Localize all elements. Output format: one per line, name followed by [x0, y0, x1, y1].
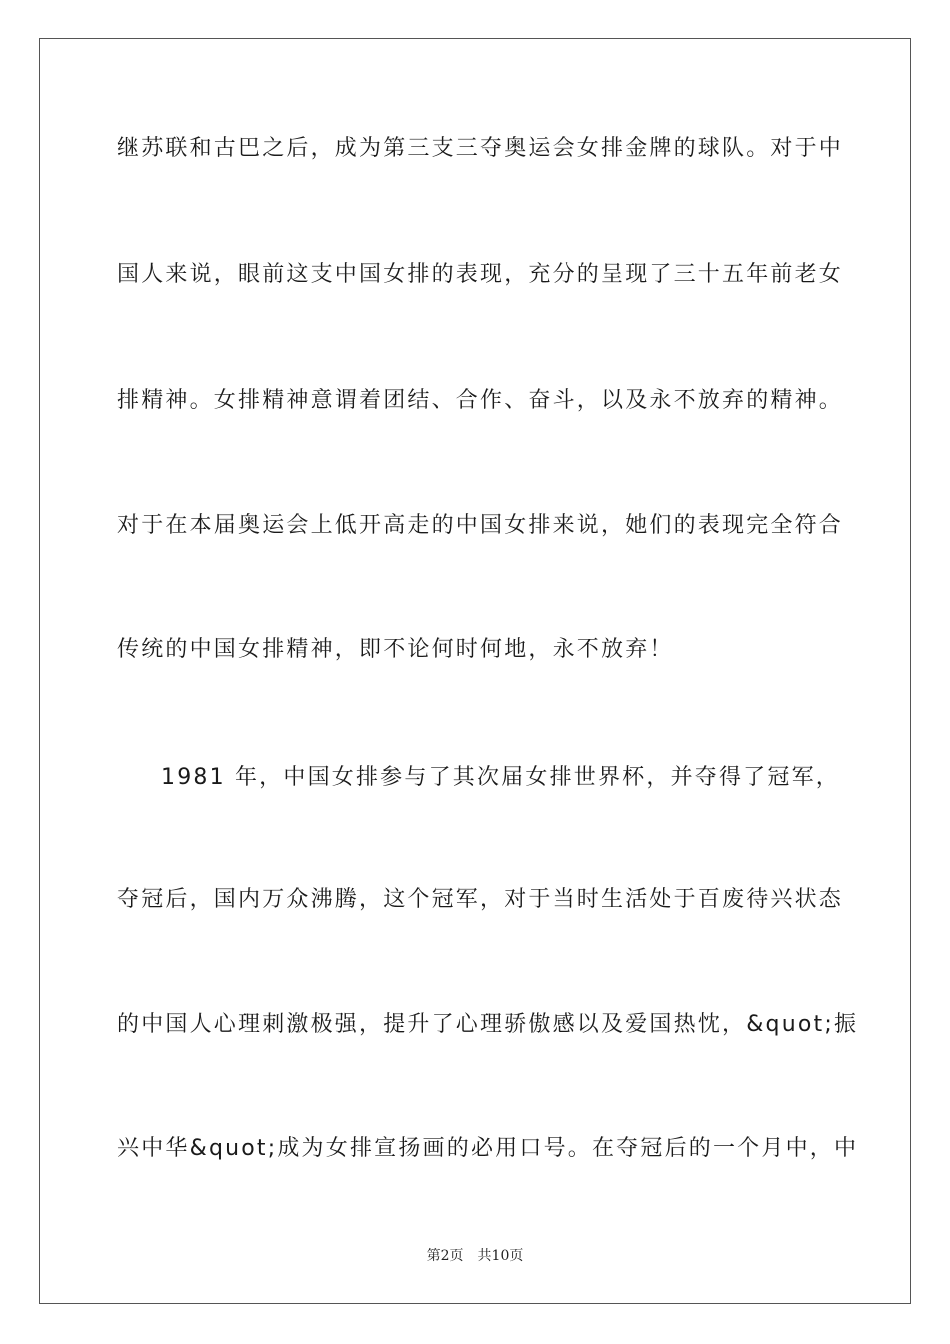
- paragraph-line: 传统的中国女排精神，即不论何时何地，永不放弃！: [117, 637, 674, 662]
- paragraph-line-indented: 1981 年，中国女排参与了其次届女排世界杯，并夺得了冠军，: [161, 765, 840, 790]
- page-border: [39, 38, 911, 1304]
- paragraph-line: 排精神。女排精神意谓着团结、合作、奋斗，以及永不放弃的精神。: [117, 388, 844, 413]
- paragraph-line: 对于在本届奥运会上低开高走的中国女排来说，她们的表现完全符合: [117, 513, 844, 538]
- page-number: 第2页: [426, 1248, 464, 1264]
- page-footer: [0, 1247, 950, 1265]
- paragraph-line: 兴中华&quot;成为女排宣扬画的必用口号。在夺冠后的一个月中，中: [117, 1136, 859, 1161]
- paragraph-line: 继苏联和古巴之后，成为第三支三夺奥运会女排金牌的球队。对于中: [117, 136, 844, 161]
- paragraph-line: 国人来说，眼前这支中国女排的表现，充分的呈现了三十五年前老女: [117, 262, 844, 287]
- paragraph-line: 夺冠后，国内万众沸腾，这个冠军，对于当时生活处于百废待兴状态: [117, 887, 844, 912]
- paragraph-line: 的中国人心理刺激极强，提升了心理骄傲感以及爱国热忱，&quot;振: [117, 1012, 859, 1037]
- page-total: 共10页: [477, 1248, 524, 1264]
